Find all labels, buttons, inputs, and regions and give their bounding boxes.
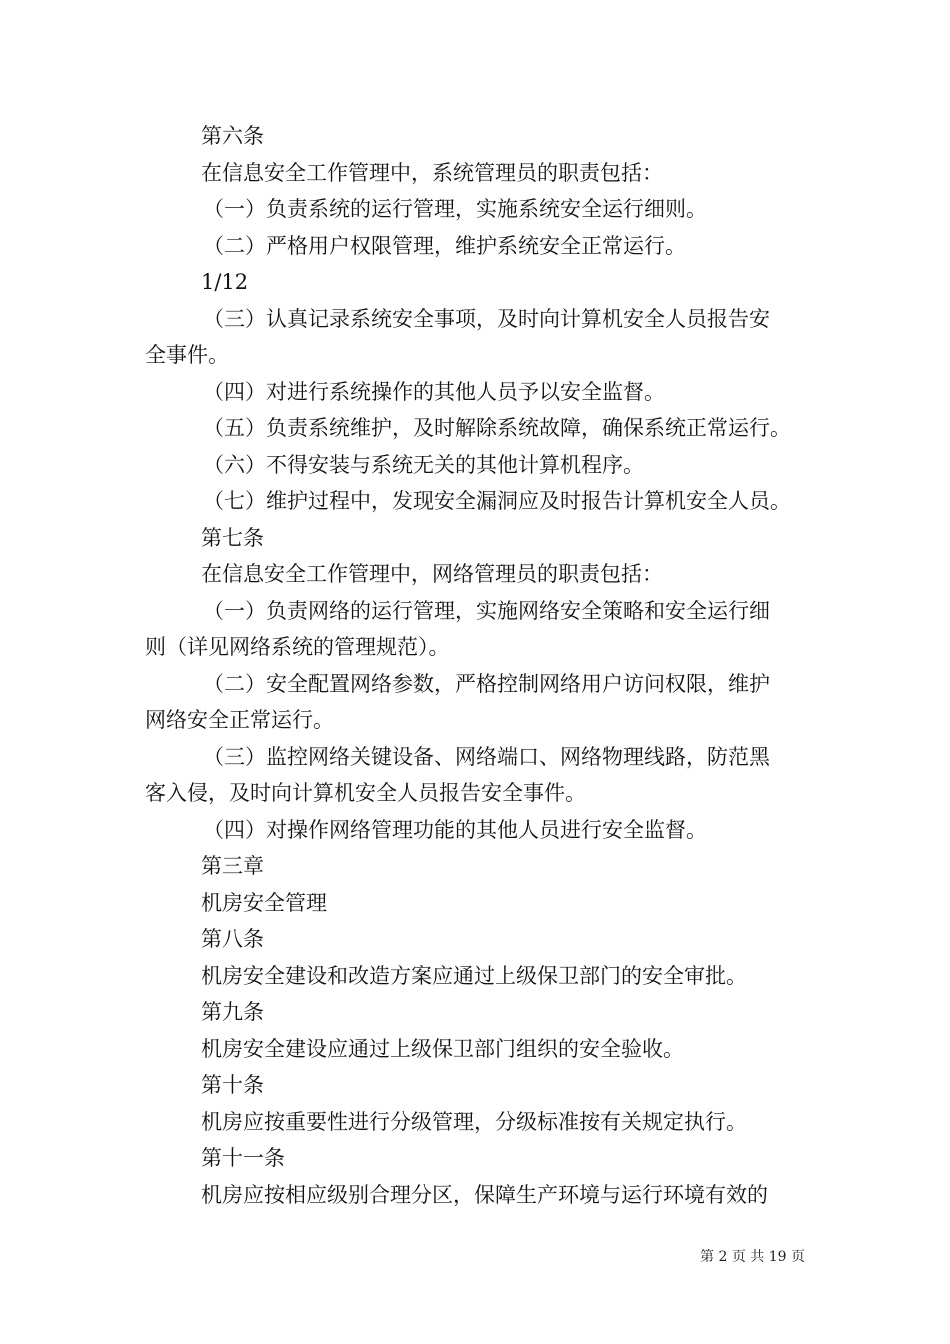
paragraph-line: 机房应按重要性进行分级管理，分级标准按有关规定执行。 <box>201 1109 747 1134</box>
list-item: （七）维护过程中，发现安全漏洞应及时报告计算机安全人员。 <box>203 489 791 513</box>
article-heading: 第七条 <box>201 525 264 550</box>
article-heading: 第十一条 <box>201 1146 285 1170</box>
list-item: （三）认真记录系统安全事项，及时向计算机安全人员报告安 <box>203 306 770 331</box>
article-heading: 第十条 <box>201 1073 264 1097</box>
article-heading: 第六条 <box>201 124 264 148</box>
list-item: （五）负责系统维护，及时解除系统故障，确保系统正常运行。 <box>203 416 791 440</box>
document-body <box>145 118 810 1213</box>
chapter-heading: 第三章 <box>201 854 264 878</box>
paragraph-continuation: 全事件。 <box>145 343 229 367</box>
paragraph-line: 机房安全建设应通过上级保卫部门组织的安全验收。 <box>201 1036 684 1061</box>
list-item: （四）对操作网络管理功能的其他人员进行安全监督。 <box>203 817 707 842</box>
list-item: （一）负责网络的运行管理，实施网络安全策略和安全运行细 <box>203 598 770 623</box>
list-item: （四）对进行系统操作的其他人员予以安全监督。 <box>203 379 665 404</box>
article-heading: 第九条 <box>201 1000 264 1024</box>
list-item: （二）安全配置网络参数，严格控制网络用户访问权限，维护 <box>203 671 770 696</box>
page-number-label: 第 2 页 共 19 页 <box>700 1249 805 1265</box>
list-item: （一）负责系统的运行管理，实施系统安全运行细则。 <box>203 197 707 221</box>
list-item: （二）严格用户权限管理，维护系统安全正常运行。 <box>203 233 686 258</box>
paragraph-continuation: 则（详见网络系统的管理规范）。 <box>145 635 450 659</box>
paragraph-line: 在信息安全工作管理中，系统管理员的职责包括： <box>201 160 663 185</box>
inline-page-number: 1/12 <box>201 270 249 294</box>
paragraph-continuation: 网络安全正常运行。 <box>145 708 334 732</box>
paragraph-continuation: 客入侵，及时向计算机安全人员报告安全事件。 <box>145 781 586 805</box>
page-footer <box>700 1248 805 1266</box>
article-heading: 第八条 <box>201 927 264 951</box>
paragraph-line: 在信息安全工作管理中，网络管理员的职责包括： <box>201 562 663 586</box>
list-item: （六）不得安装与系统无关的其他计算机程序。 <box>203 452 644 477</box>
list-item: （三）监控网络关键设备、网络端口、网络物理线路，防范黑 <box>203 744 770 769</box>
chapter-title: 机房安全管理 <box>201 890 327 915</box>
paragraph-line: 机房应按相应级别合理分区，保障生产环境与运行环境有效的 <box>201 1182 768 1207</box>
paragraph-line: 机房安全建设和改造方案应通过上级保卫部门的安全审批。 <box>201 963 747 988</box>
